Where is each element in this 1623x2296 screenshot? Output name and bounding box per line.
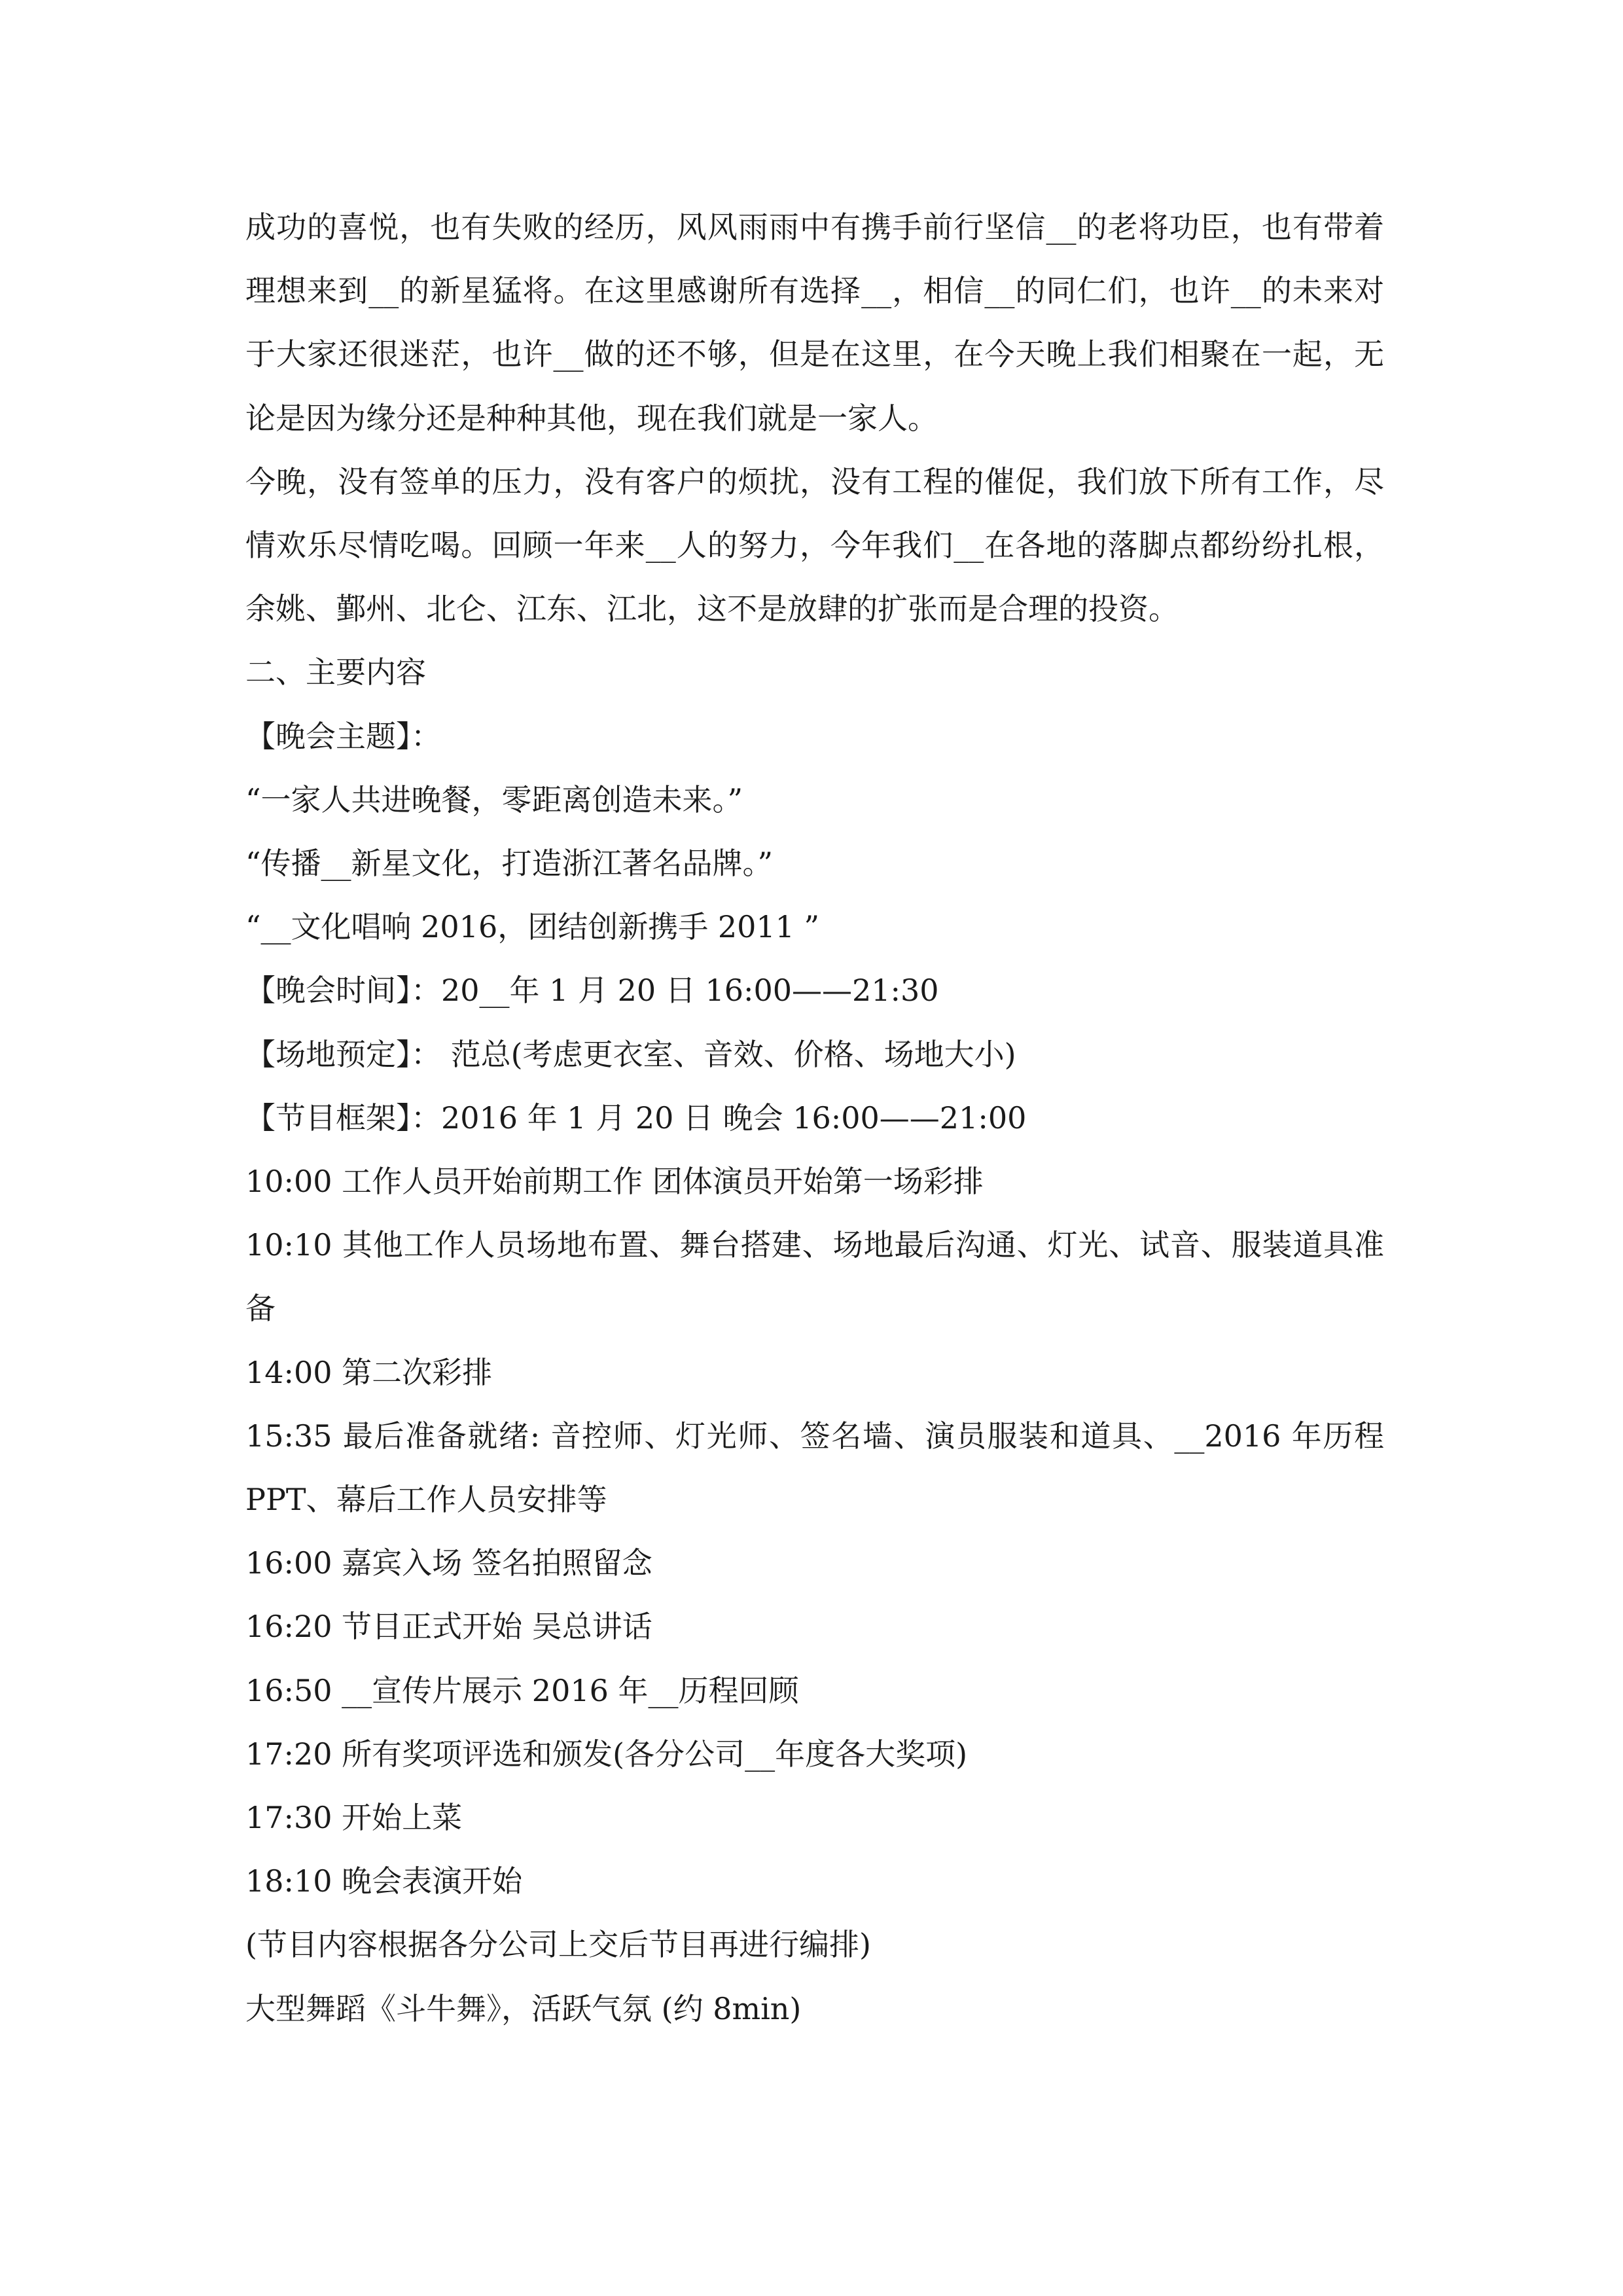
schedule-item-1730: 17:30 开始上菜	[245, 1800, 463, 1836]
party-theme-label: 【晚会主题】：	[245, 718, 441, 754]
schedule-item-1535: 15:35 最后准备就绪: 音控师、灯光师、签名墙、演员服装和道具、__2016 年历程 PPT、幕后工作人员安排等	[245, 1418, 1394, 1518]
program-item-bullfight-dance: 大型舞蹈《斗牛舞》，活跃气氛 (约 8min)	[245, 1990, 802, 2026]
theme-slogan-1: “一家人共进晚餐，零距离创造未来。”	[245, 781, 743, 817]
schedule-item-1010: 10:10 其他工作人员场地布置、舞台搭建、场地最后沟通、灯光、试音、服装道具准备	[245, 1227, 1384, 1327]
schedule-item-1000: 10:00 工作人员开始前期工作 团体演员开始第一场彩排	[245, 1164, 984, 1200]
schedule-item-1720: 17:20 所有奖项评选和颁发(各分公司__年度各大奖项)	[245, 1736, 968, 1772]
schedule-item-1620: 16:20 节目正式开始 吴总讲话	[245, 1609, 652, 1645]
theme-slogan-2: “传播__新星文化，打造浙江著名品牌。”	[245, 846, 774, 882]
party-time-line: 【晚会时间】：20__年 1 月 20 日 16:00——21:30	[245, 973, 939, 1009]
schedule-item-1650: 16:50 __宣传片展示 2016 年__历程回顾	[245, 1672, 799, 1708]
venue-booking-line: 【场地预定】： 范总(考虑更衣室、音效、价格、场地大小)	[245, 1036, 1016, 1072]
schedule-item-1400: 14:00 第二次彩排	[245, 1354, 493, 1390]
schedule-item-1810: 18:10 晚会表演开始	[245, 1863, 523, 1899]
theme-slogan-3: “__文化唱响 2016，团结创新携手 2011 ”	[245, 909, 820, 945]
tonight-paragraph: 今晚，没有签单的压力，没有客户的烦扰，没有工程的催促，我们放下所有工作，尽情欢乐尽情吃喝。回顾一年来__人的努力，今年我们__在各地的落脚点都纷纷扎根，余姚、鄞州、北仑、江东、江北，这不是放肆的扩张而是合理的投资。	[245, 463, 1384, 627]
schedule-item-1600: 16:00 嘉宾入场 签名拍照留念	[245, 1545, 652, 1581]
intro-paragraph: 成功的喜悦，也有失败的经历，风风雨雨中有携手前行坚信__的老将功臣，也有带着理想来到__的新星猛将。在这里感谢所有选择__，相信__的同仁们，也许__的未来对于大家还很迷茫，也许__做的还不够，但是在这里，在今天晚上我们相聚在一起，无论是因为缘分还是种种其他，现在我们就是一家人。	[245, 209, 1384, 436]
program-framework-line: 【节目框架】：2016 年 1 月 20 日 晚会 16:00——21:00	[245, 1100, 1027, 1136]
section-heading-main-content: 二、主要内容	[245, 655, 426, 691]
document-body	[245, 196, 1394, 2041]
program-note: (节目内容根据各分公司上交后节目再进行编排)	[245, 1927, 871, 1963]
